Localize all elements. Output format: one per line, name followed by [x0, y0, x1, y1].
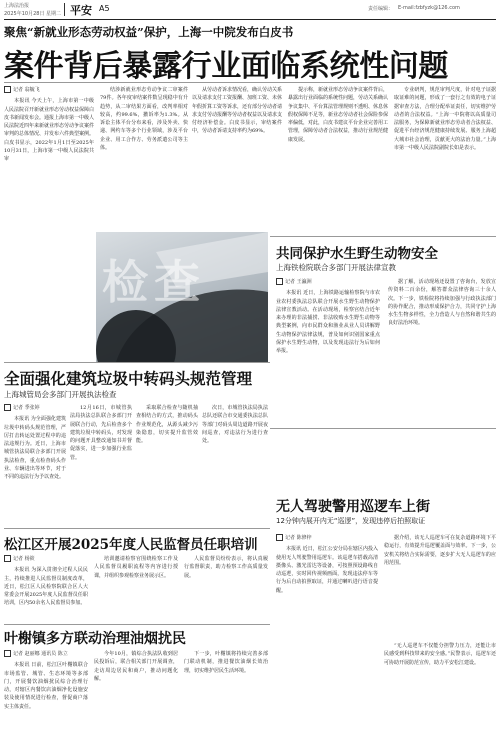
masthead-paper: 上海法治报 — [4, 3, 30, 9]
stamp-text: 检查 — [102, 255, 206, 309]
lead-text-4: 提示称，新就业形态劳动争议案件背后，暴露出行业面临的系统性问题，劳动关系确认争议集中、平台算法管理规则不透明、休息休假权保障不足等，新业态劳动者社会保险参保率偏低，对此，白皮书建议平台企业完善用工管理，保障劳动者合法权益，推动行业规范健康发展。 — [288, 87, 388, 143]
lead-text-5: 专业研判，规范审判尺度，针对电子证据取证难的问题，形成了一套行之有效的电子证据审查方法，合理分配举证责任，切实维护劳动者的合法权益。“上海一中院将以高质量司法服务，为保障新就业形态劳动者合法权益、促进平台经济规范健康持续发展、服务上海超大城市社会治理，贡献更大的法治力量。”上海市第一中级人民法院副院长如是表示。 — [394, 87, 496, 152]
story5-rule — [4, 624, 270, 625]
byline-icon — [4, 86, 11, 93]
story4-text-3: 人民监督员纷纷表示，将认真履行监督职责，助力检察工作高质量发展。 — [184, 556, 268, 579]
story4-col-2 — [94, 555, 178, 621]
story2-byline — [276, 278, 380, 286]
masthead-email: E-mail:fzbfyzk@126.com — [398, 5, 460, 11]
story2-col-2 — [388, 278, 496, 428]
story6-subhead: 12分钟内展开内无“巡逻”，发现违停后拍照取证 — [276, 517, 426, 525]
byline-icon — [4, 404, 11, 411]
story6-byline — [276, 534, 378, 542]
story6-headline: 无人驾驶警用巡逻车上街 — [276, 499, 430, 515]
story4-text-1: 本报讯 为深入贯彻全过程人民民主，持续推进人民监督员制度改革，近日，松江区人民检察院联合区人大常委会开展2025年度人民监督员任职培训，区内50余名人民监督员参加。 — [4, 567, 88, 607]
story6-byline-text: 记者 陈修梓 — [285, 535, 312, 541]
story2-headline: 共同保护水生野生动物安全 — [276, 246, 438, 262]
story3-text-2: 12月16日，市城管执法局执法总队联合多部门开展联合行动，先后检查多个建筑垃圾中转码头，对发现的问题开具整改通知书并督促落实，进一步加强行业监管。 — [70, 405, 132, 461]
story3-rule — [4, 362, 270, 363]
story4-byline — [4, 555, 88, 563]
story6-text-3: “无人巡逻车不仅能分担警力压力，还能让市民感受到科技带来的安全感。”民警表示，巡逻车还可协助开展防范宣传，助力平安松江建设。 — [384, 643, 496, 666]
story3-col-2 — [70, 404, 132, 524]
story3-col-4 — [202, 404, 268, 524]
story2-rule — [270, 236, 496, 237]
story5-headline: 叶榭镇多方联动治理油烟扰民 — [4, 631, 186, 647]
story6-col-3 — [384, 642, 496, 748]
story2-text-2: 据了解，活动现场还设置了咨询台，发放宣传资料二百余份，解答群众法律咨询三十余人次。下一步，铁检院将持续加强与行政执法部门的协作配合，推动形成保护合力，共同守护上海水生生物多样性，全力营造人与自然和谐共生的良好法治环境。 — [388, 279, 496, 327]
story6-rule — [270, 428, 496, 429]
masthead-date: 2025年10月28日 星期二 — [4, 11, 62, 17]
story6-text-1: 本报讯 近日，松江公安分局在辖区内投入使用无人驾驶警用巡逻车。该巡逻车搭载高清摄像头、激光雷达等设备，可按照预设路线自动巡逻，实时回传视频画面，发现违法停车等行为后自动拍照取证，并通过喇叭进行语音提醒。 — [276, 546, 378, 594]
story4-rule — [4, 528, 270, 529]
feature-photo — [96, 232, 268, 362]
story3-col-1 — [4, 404, 66, 524]
story4-col-3 — [184, 555, 268, 621]
story4-byline-text: 记者 杨筱 — [13, 556, 35, 562]
story3-byline — [4, 404, 66, 412]
lead-col-2 — [100, 86, 188, 236]
page-number: A5 — [99, 4, 110, 13]
lead-rule — [4, 82, 496, 83]
story6-col-2 — [384, 534, 496, 640]
story4-text-2: 培训邀请检察官围绕检察工作及人民监督员履职流程等内容进行授课，并组织参观检察业务展示区。 — [94, 556, 178, 579]
story3-subhead: 上海城管局会多部门开展执法检查 — [4, 390, 117, 399]
story4-col-1 — [4, 555, 88, 621]
lead-col-3 — [192, 86, 282, 236]
masthead-rule — [4, 19, 496, 20]
story2-byline-text: 记者 王瀛洲 — [285, 279, 312, 285]
story6-col-1 — [276, 534, 378, 748]
lead-text-1: 本报讯 今天上午，上海市第一中级人民法院召开新就业形态劳动权益保障白皮书新闻发布会。通报上海市第一中级人民法院近四年来新就业形态劳动争议案件审判的总体情况、并发布六件典型案例。白皮书显示，2022年1月1日至2025年10月31日，上海市第一中级人民法院共审 — [4, 98, 94, 163]
story3-byline-text: 记者 季张婷 — [13, 405, 40, 411]
lead-col-1 — [4, 86, 94, 236]
story2-text-1: 本报讯 近日，上海铁路运输检察院与市农业农村委执法总队联合开展水生野生动物保护法律宣教活动。在活动现场，检察官结合近年来办理的非法捕捞、非法收购水生野生动物等典型案例，向市民群众和渔业从业人员讲解野生动物保护法律法规，普及如何识别国家重点保护水生野生动物，以及发现违法行为后如何举报。 — [276, 290, 380, 355]
story5-byline-text: 记者 赵丽娜 通讯员 陈立 — [13, 651, 68, 657]
story5-col-2 — [94, 650, 178, 749]
story5-text-1: 本报讯 日前，松江区叶榭镇联合市场监管、城管、生态环境等多部门，开展餐饮油烟扰民综合治理行动，对辖区内餐饮店油烟净化设施安装及使用情况进行检查，督促商户落实主体责任。 — [4, 662, 88, 710]
story5-text-2: 今年10月，镇综合执法队收到居民投诉后，联合相关部门开展调查，走访周边居民和商户，推动问题化解。 — [94, 651, 178, 682]
story3-col-3 — [136, 404, 198, 524]
story3-text-3: 采取联合检查与随机抽查相结合的方式，推动码头作业规范化，从源头减少污染隐患，切实提升监管效能。 — [136, 405, 198, 445]
story2-col-1 — [276, 278, 380, 428]
story5-byline — [4, 650, 88, 658]
masthead-editor: 责任编辑： — [368, 6, 394, 12]
story3-text-1: 本报讯 为全面强化建筑垃圾中转码头规范管理，严厉打击转运处置过程中的违法违规行为。近日，上海市城管执法局联合多部门开展执法检查，重点检查码头作业、车辆进出等环节，对于不同的违法行为予以查处。 — [4, 416, 66, 481]
byline-icon — [276, 278, 283, 285]
story6-text-2: 据介绍，该无人巡逻车可在复杂道路环境下平稳运行，有效提升巡逻覆盖面与效率。下一步，公安机关将结合实际需要，逐步扩大无人巡逻车的应用范围。 — [384, 535, 496, 566]
story2-subhead: 上海铁检院联合多部门开展法律宣教 — [276, 263, 396, 272]
byline-icon — [4, 555, 11, 562]
story5-col-1 — [4, 650, 88, 749]
story5-text-3: 下一步，叶榭镇将持续完善多部门联动机制，推进餐饮油烟长效治理，切实维护居民生活环境。 — [184, 651, 268, 674]
lead-text-3: 从劳动者诉求情况看，确认劳动关系以及请求支付工资报酬、加班工资、未休年假折算工资等诉求，还有部分劳动者请求支付劳动报酬等劳动者权益以及请求支付经济补偿金。白皮书显示，审结案件中，劳动者诉请支持率约为69%。 — [192, 87, 282, 135]
story3-headline: 全面强化建筑垃圾中转码头规范管理 — [4, 369, 253, 388]
story4-headline: 松江区开展2025年度人民监督员任职培训 — [4, 537, 258, 553]
lead-byline-text: 记者 翁毓飞 — [13, 87, 40, 93]
byline-icon — [4, 650, 11, 657]
section-divider — [64, 3, 65, 16]
lead-headline: 案件背后暴露行业面临系统性问题 — [4, 49, 448, 84]
lead-byline — [4, 86, 94, 94]
lead-col-4 — [288, 86, 388, 236]
lead-col-5 — [394, 86, 496, 236]
lead-kicker: 聚焦“新就业形态劳动权益”保护，上海一中院发布白皮书 — [4, 25, 294, 39]
byline-icon — [276, 534, 283, 541]
story3-text-4: 次日，市城管执法局执法总队还联合市交通委执法总队等部门对码头周边道路开展夜间巡查，对违法行为进行查处。 — [202, 405, 268, 445]
section-title: 平安 — [70, 4, 92, 17]
story5-col-3 — [184, 650, 268, 749]
lead-text-2: 结涉新就业形态劳动争议二审案件79件。各年度审结案件数呈现稳中有升趋势，从二审结果方面看，改判率相对较高，约99.6%，撤诉率为1.3%。从诉讼主体平台分布来看，涉及外卖、快递、网约车等多个行业领域，涉及平台企业、用工合作方、劳务派遣公司等主体。 — [100, 87, 188, 152]
